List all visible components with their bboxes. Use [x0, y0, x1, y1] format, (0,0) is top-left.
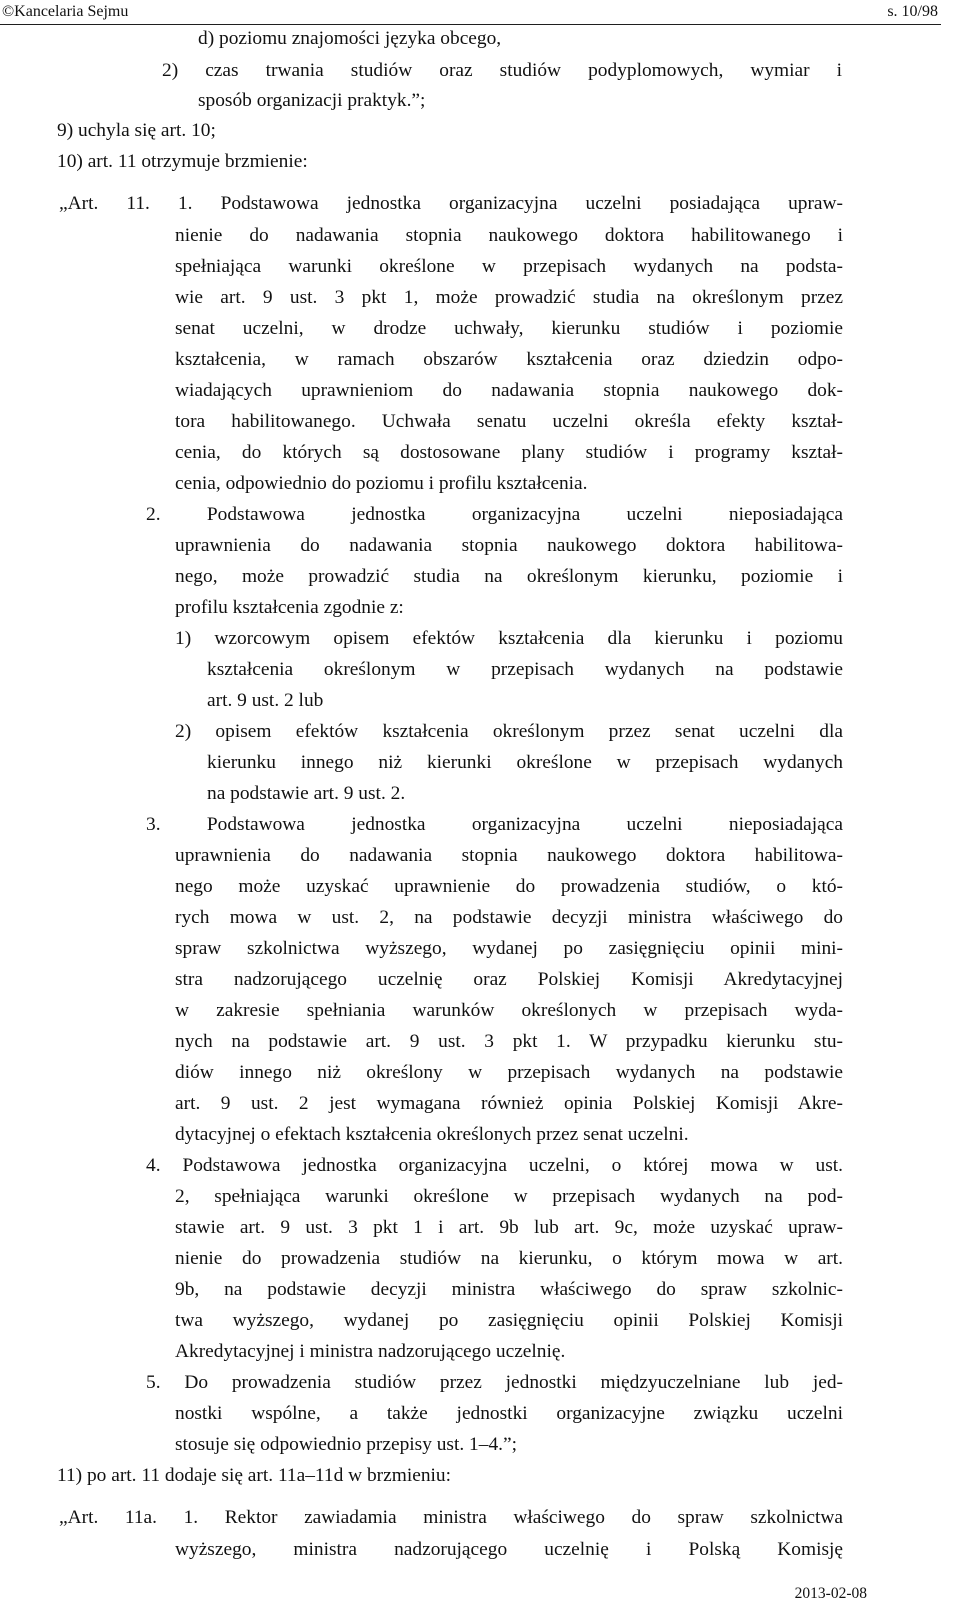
text-line: 5. Do prowadzenia studiów przez jednostki międzyuczelniane lub jed- [146, 1372, 843, 1393]
text-line: senat uczelni, w drodze uchwały, kierunku studiów i poziomie [175, 318, 843, 339]
text-line: spraw szkolnictwa wyższego, wydanej po zasięgnięciu opinii mini- [175, 938, 843, 959]
footer-date: 2013-02-08 [794, 1585, 867, 1602]
text-line: „Art. 11. 1. Podstawowa jednostka organizacyjna uczelni posiadająca upraw- [59, 193, 843, 214]
text-line: uprawnienia do nadawania stopnia naukowego doktora habilitowa- [175, 535, 843, 556]
text-line: wiadających uprawnieniom do nadawania stopnia naukowego dok- [175, 380, 843, 401]
text-line: 2, spełniająca warunki określone w przepisach wydanych na pod- [175, 1186, 843, 1207]
text-line: art. 9 ust. 2 jest wymagana również opinia Polskiej Komisji Akre- [175, 1093, 843, 1114]
text-line: diów innego niż określony w przepisach wydanych na podstawie [175, 1062, 843, 1083]
text-line: nego, może prowadzić studia na określonym kierunku, poziomie i [175, 566, 843, 587]
text-line: 4. Podstawowa jednostka organizacyjna uczelni, o której mowa w ust. [146, 1155, 843, 1176]
text-line: stra nadzorującego uczelnię oraz Polskiej Komisji Akredytacyjnej [175, 969, 843, 990]
text-line: profilu kształcenia zgodnie z: [175, 597, 404, 618]
text-line: 2. Podstawowa jednostka organizacyjna uczelni nieposiadająca [146, 504, 843, 525]
text-line: spełniająca warunki określone w przepisach wydanych na podsta- [175, 256, 843, 277]
header-rule [0, 24, 941, 25]
text-line: 9) uchyla się art. 10; [57, 120, 216, 141]
text-line: 2) czas trwania studiów oraz studiów podyplomowych, wymiar i [162, 60, 842, 81]
text-line: 1) wzorcowym opisem efektów kształcenia dla kierunku i poziomu [175, 628, 843, 649]
text-line: 11) po art. 11 dodaje się art. 11a–11d w brzmieniu: [57, 1465, 451, 1486]
text-line: tora habilitowanego. Uchwała senatu uczelni określa efekty kształ- [175, 411, 843, 432]
text-line: 9b, na podstawie decyzji ministra właściwego do spraw szkolnic- [175, 1279, 843, 1300]
text-line: twa wyższego, wydanej po zasięgnięciu opinii Polskiej Komisji [175, 1310, 843, 1331]
text-line: dytacyjnej o efektach kształcenia określonych przez senat uczelni. [175, 1124, 689, 1145]
text-line: kształcenia, w ramach obszarów kształcenia oraz dziedzin odpo- [175, 349, 843, 370]
text-line: kierunku innego niż kierunki określone w przepisach wydanych [207, 752, 843, 773]
text-line: „Art. 11a. 1. Rektor zawiadamia ministra właściwego do spraw szkolnictwa [59, 1507, 843, 1528]
text-line: w zakresie spełniania warunków określonych w przepisach wyda- [175, 1000, 843, 1021]
text-line: nostki wspólne, a także jednostki organizacyjne związku uczelni [175, 1403, 843, 1424]
text-line: Akredytacyjnej i ministra nadzorującego uczelnię. [175, 1341, 566, 1362]
text-line: d) poziomu znajomości języka obcego, [198, 28, 502, 49]
text-line: 3. Podstawowa jednostka organizacyjna uczelni nieposiadająca [146, 814, 843, 835]
header-source: ©Kancelaria Sejmu [2, 3, 129, 20]
text-line: wie art. 9 ust. 3 pkt 1, może prowadzić studia na określonym przez [175, 287, 843, 308]
text-line: cenia, odpowiednio do poziomu i profilu kształcenia. [175, 473, 588, 494]
header-page-number: s. 10/98 [887, 3, 938, 20]
text-line: art. 9 ust. 2 lub [207, 690, 324, 711]
text-line: 10) art. 11 otrzymuje brzmienie: [57, 151, 308, 172]
text-line: na podstawie art. 9 ust. 2. [207, 783, 406, 804]
text-line: stawie art. 9 ust. 3 pkt 1 i art. 9b lub art. 9c, może uzyskać upraw- [175, 1217, 843, 1238]
text-line: 2) opisem efektów kształcenia określonym przez senat uczelni dla [175, 721, 843, 742]
text-line: nienie do prowadzenia studiów na kierunku, o którym mowa w art. [175, 1248, 843, 1269]
text-line: kształcenia określonym w przepisach wydanych na podstawie [207, 659, 843, 680]
text-line: nych na podstawie art. 9 ust. 3 pkt 1. W przypadku kierunku stu- [175, 1031, 843, 1052]
text-line: nego może uzyskać uprawnienie do prowadzenia studiów, o któ- [175, 876, 843, 897]
text-line: sposób organizacji praktyk.”; [198, 90, 426, 111]
text-line: uprawnienia do nadawania stopnia naukowego doktora habilitowa- [175, 845, 843, 866]
text-line: stosuje się odpowiednio przepisy ust. 1–4.”; [175, 1434, 517, 1455]
text-line: cenia, do których są dostosowane plany studiów i programy kształ- [175, 442, 843, 463]
text-line: wyższego, ministra nadzorującego uczelnię i Polską Komisję [175, 1539, 843, 1560]
text-line: rych mowa w ust. 2, na podstawie decyzji ministra właściwego do [175, 907, 843, 928]
text-line: nienie do nadawania stopnia naukowego doktora habilitowanego i [175, 225, 843, 246]
